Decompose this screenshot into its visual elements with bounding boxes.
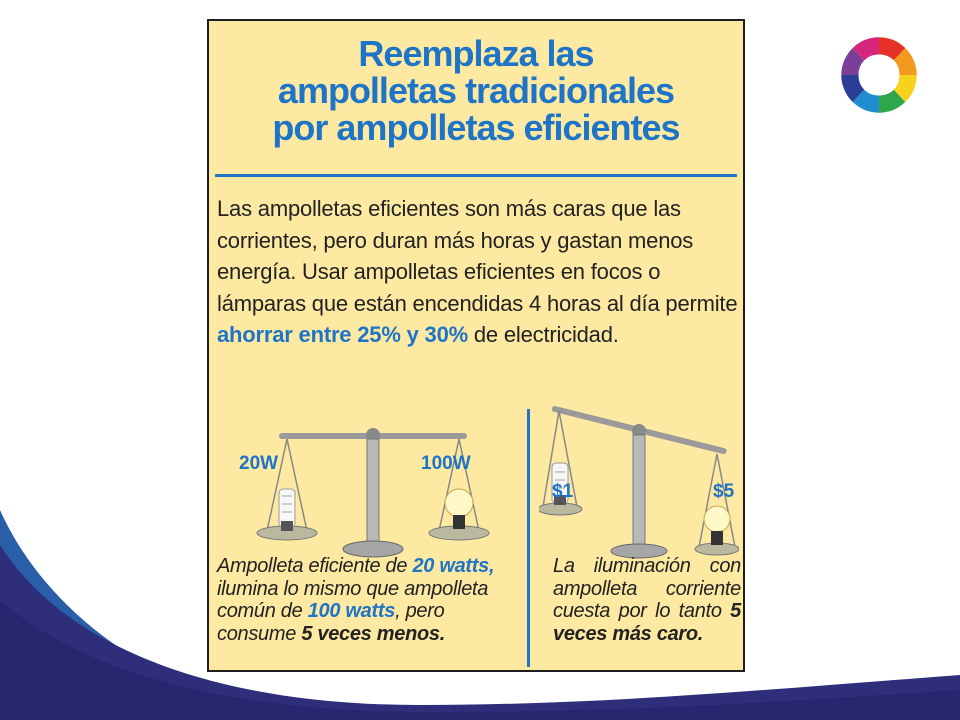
intro-paragraph (217, 193, 739, 351)
caption-right (553, 555, 741, 645)
label-price-1: $1 (552, 481, 574, 502)
balance-scale-icon (239, 403, 507, 563)
caption-text: , pero consume (217, 600, 445, 645)
title-line: por ampolletas eficientes (272, 107, 680, 148)
incandescent-bulb-icon (704, 506, 730, 545)
cfl-bulb-icon (279, 489, 295, 531)
title-divider (215, 174, 737, 177)
label-100w: 100W (421, 453, 471, 474)
label-20w: 20W (239, 453, 279, 474)
intro-tail: de electricidad. (467, 322, 619, 347)
title-line: Reemplaza las (358, 33, 594, 74)
caption-text: Ampolleta eficiente de (217, 555, 413, 577)
infographic-card (207, 19, 745, 672)
balance-scale-icon (539, 391, 739, 566)
infographic-title (209, 35, 743, 146)
caption-left (217, 555, 515, 645)
caption-highlight: 100 watts (307, 600, 396, 622)
color-wheel-logo-icon (838, 34, 920, 116)
caption-emphasis: 5 veces menos. (301, 622, 445, 645)
caption-highlight: 20 watts, (412, 555, 495, 577)
intro-text: Las ampolletas eficientes son más caras que las corrientes, pero duran más horas y gastan menos energía. Usar ampolletas eficientes en focos o lámparas que están encendidas 4 horas al día permite (217, 196, 738, 316)
title-line: ampolletas tradicionales (277, 70, 675, 111)
incandescent-bulb-icon (445, 489, 473, 529)
caption-emphasis: 5 veces más caro. (553, 600, 741, 645)
label-price-5: $5 (713, 481, 735, 502)
intro-highlight: ahorrar entre 25% y 30% (217, 322, 468, 347)
caption-text: La iluminación con ampolleta corriente cuesta por lo tanto (553, 555, 741, 622)
panel-divider (527, 409, 530, 667)
caption-text: ilumina lo mismo que ampolleta común de (217, 577, 489, 622)
